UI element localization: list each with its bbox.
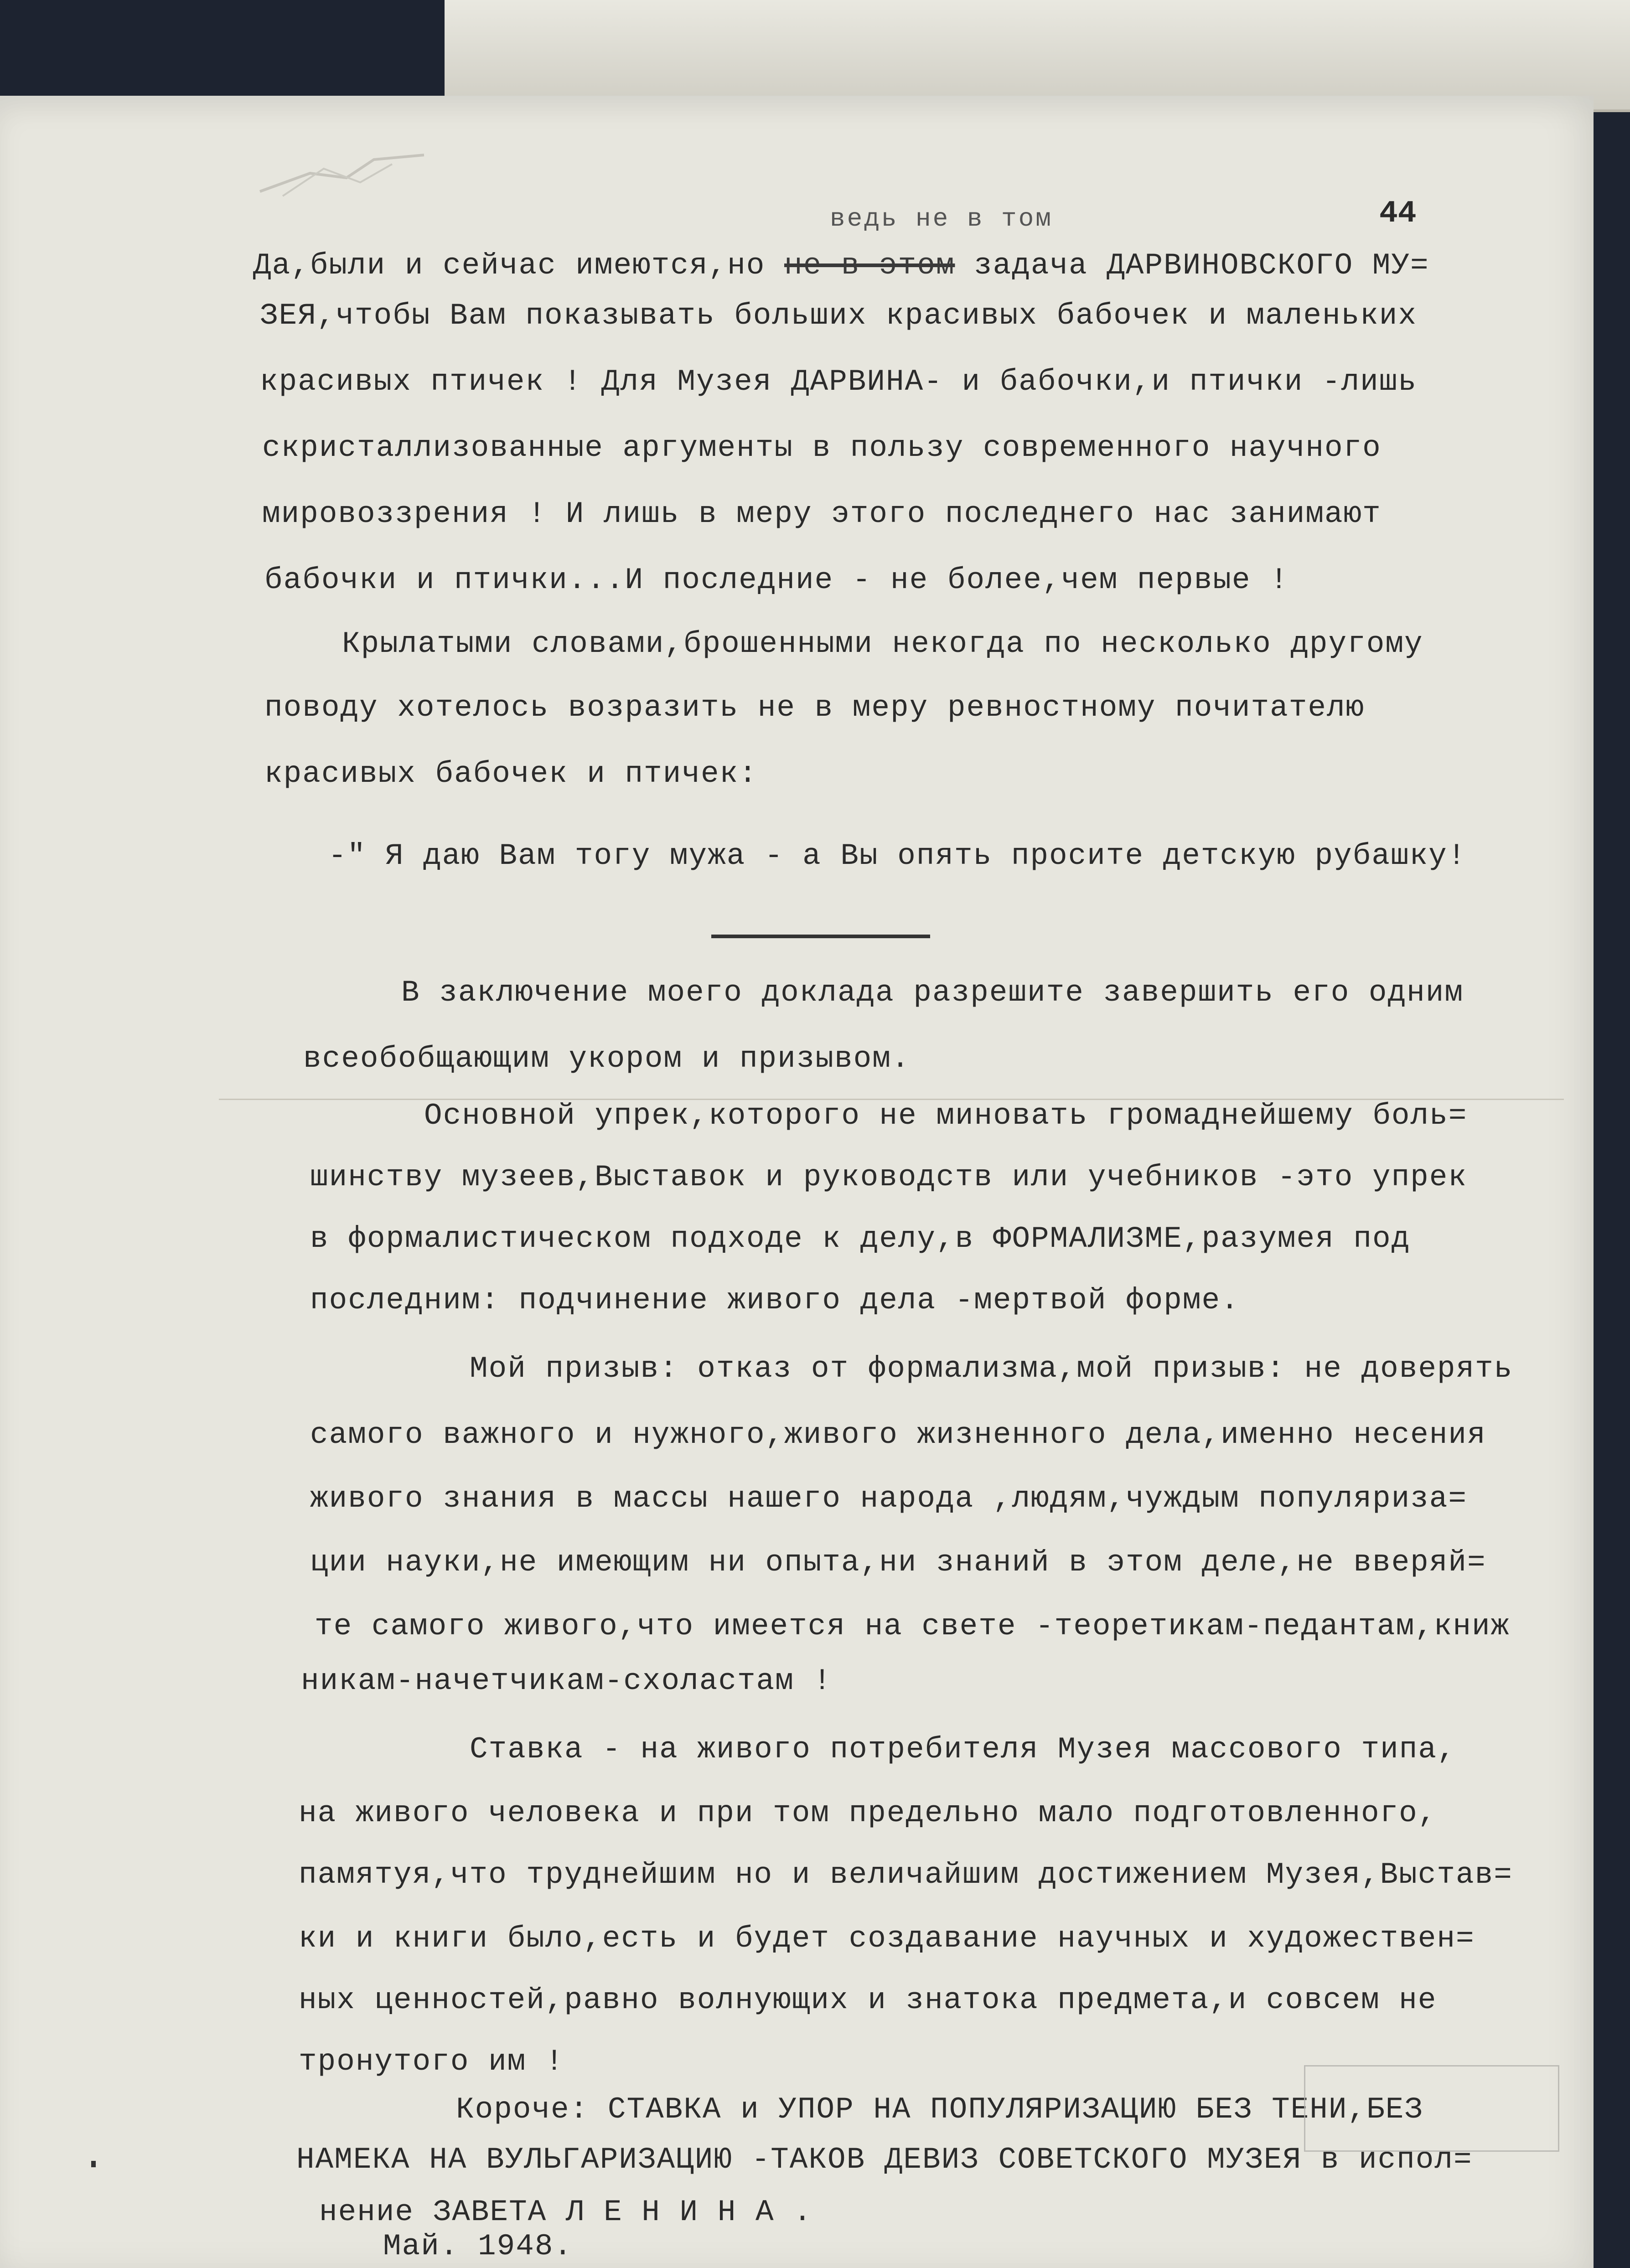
text-line: нение ЗАВЕТА Л Е Н И Н А .: [319, 2195, 812, 2229]
struck-text: не в этом: [784, 248, 955, 283]
text-line: всеобобщающим укором и призывом.: [303, 1042, 911, 1076]
text-line: на живого человека и при том предельно мало подготовленного,: [299, 1796, 1437, 1830]
text-line: ЗЕЯ,чтобы Вам показывать больших красивых бабочек и маленьких: [260, 299, 1417, 333]
text-line: самого важного и нужного,живого жизненного дела,именно несения: [310, 1418, 1486, 1452]
handwritten-insertion: ведь не в том: [830, 204, 1053, 233]
date-line: Май. 1948.: [383, 2229, 573, 2263]
text-line: ки и книги было,есть и будет создавание научных и художествен=: [299, 1922, 1475, 1956]
text-line: бабочки и птички...И последние - не более,чем первые !: [264, 563, 1289, 597]
ink-mark: [91, 2161, 96, 2167]
text-line: памятуя,что труднейшим но и величайшим достижением Музея,Выстав=: [299, 1858, 1513, 1892]
text-line: -" Я даю Вам тогу мужа - а Вы опять просите детскую рубашку!: [328, 839, 1467, 873]
text-line: в формалистическом подходе к делу,в ФОРМАЛИЗМЕ,разумея под: [310, 1222, 1411, 1256]
text-line: ных ценностей,равно волнующих и знатока предмета,и совсем не: [299, 1983, 1437, 2017]
text-line: те самого живого,что имеется на свете -теоретикам-педантам,книж: [315, 1609, 1510, 1643]
archive-stamp: [1304, 2065, 1559, 2152]
text-line: Короче: СТАВКА и УПОР НА ПОПУЛЯРИЗАЦИЮ БЕЗ ТЕНИ,БЕЗ: [456, 2092, 1423, 2127]
text-line: никам-начетчикам-схоластам !: [301, 1664, 832, 1698]
text-line: шинству музеев,Выставок и руководств или учебников -это упрек: [310, 1160, 1467, 1194]
text-line: Да,были и сейчас имеются,но не в этом задача ДАРВИНОВСКОГО МУ=: [253, 248, 1429, 283]
text-line: тронутого им !: [299, 2045, 564, 2079]
text-line: НАМЕКА НА ВУЛЬГАРИЗАЦИЮ -ТАКОВ ДЕВИЗ СОВЕТСКОГО МУЗЕЯ в испол=: [296, 2143, 1473, 2177]
divider-line: [711, 935, 930, 938]
text-line: поводу хотелось возразить не в меру ревностному почитателю: [264, 691, 1365, 725]
page-number: 44: [1379, 196, 1417, 231]
text-line: красивых бабочек и птичек:: [264, 757, 758, 791]
text-line: скристаллизованные аргументы в пользу современного научного: [262, 431, 1382, 465]
text-line: Основной упрек,которого не миновать громаднейшему боль=: [424, 1099, 1468, 1133]
scribble-mark: [255, 141, 429, 205]
text-line: Ставка - на живого потребителя Музея массового типа,: [470, 1732, 1456, 1767]
text-line: Крылатыми словами,брошенными некогда по несколько другому: [342, 627, 1423, 661]
text-line: живого знания в массы нашего народа ,людям,чуждым популяриза=: [310, 1482, 1467, 1516]
text-line: Мой призыв: отказ от формализма,мой призыв: не доверять: [470, 1352, 1513, 1386]
text-line: В заключение моего доклада разрешите завершить его одним: [401, 976, 1464, 1010]
text-line: мировоззрения ! И лишь в меру этого последнего нас занимают: [262, 497, 1382, 531]
text-line: ции науки,не имеющим ни опыта,ни знаний в этом деле,не вверяй=: [310, 1545, 1486, 1580]
text-line: красивых птичек ! Для Музея ДАРВИНА- и бабочки,и птички -лишь: [260, 365, 1417, 399]
text-line: последним: подчинение живого дела -мертвой форме.: [310, 1283, 1240, 1317]
